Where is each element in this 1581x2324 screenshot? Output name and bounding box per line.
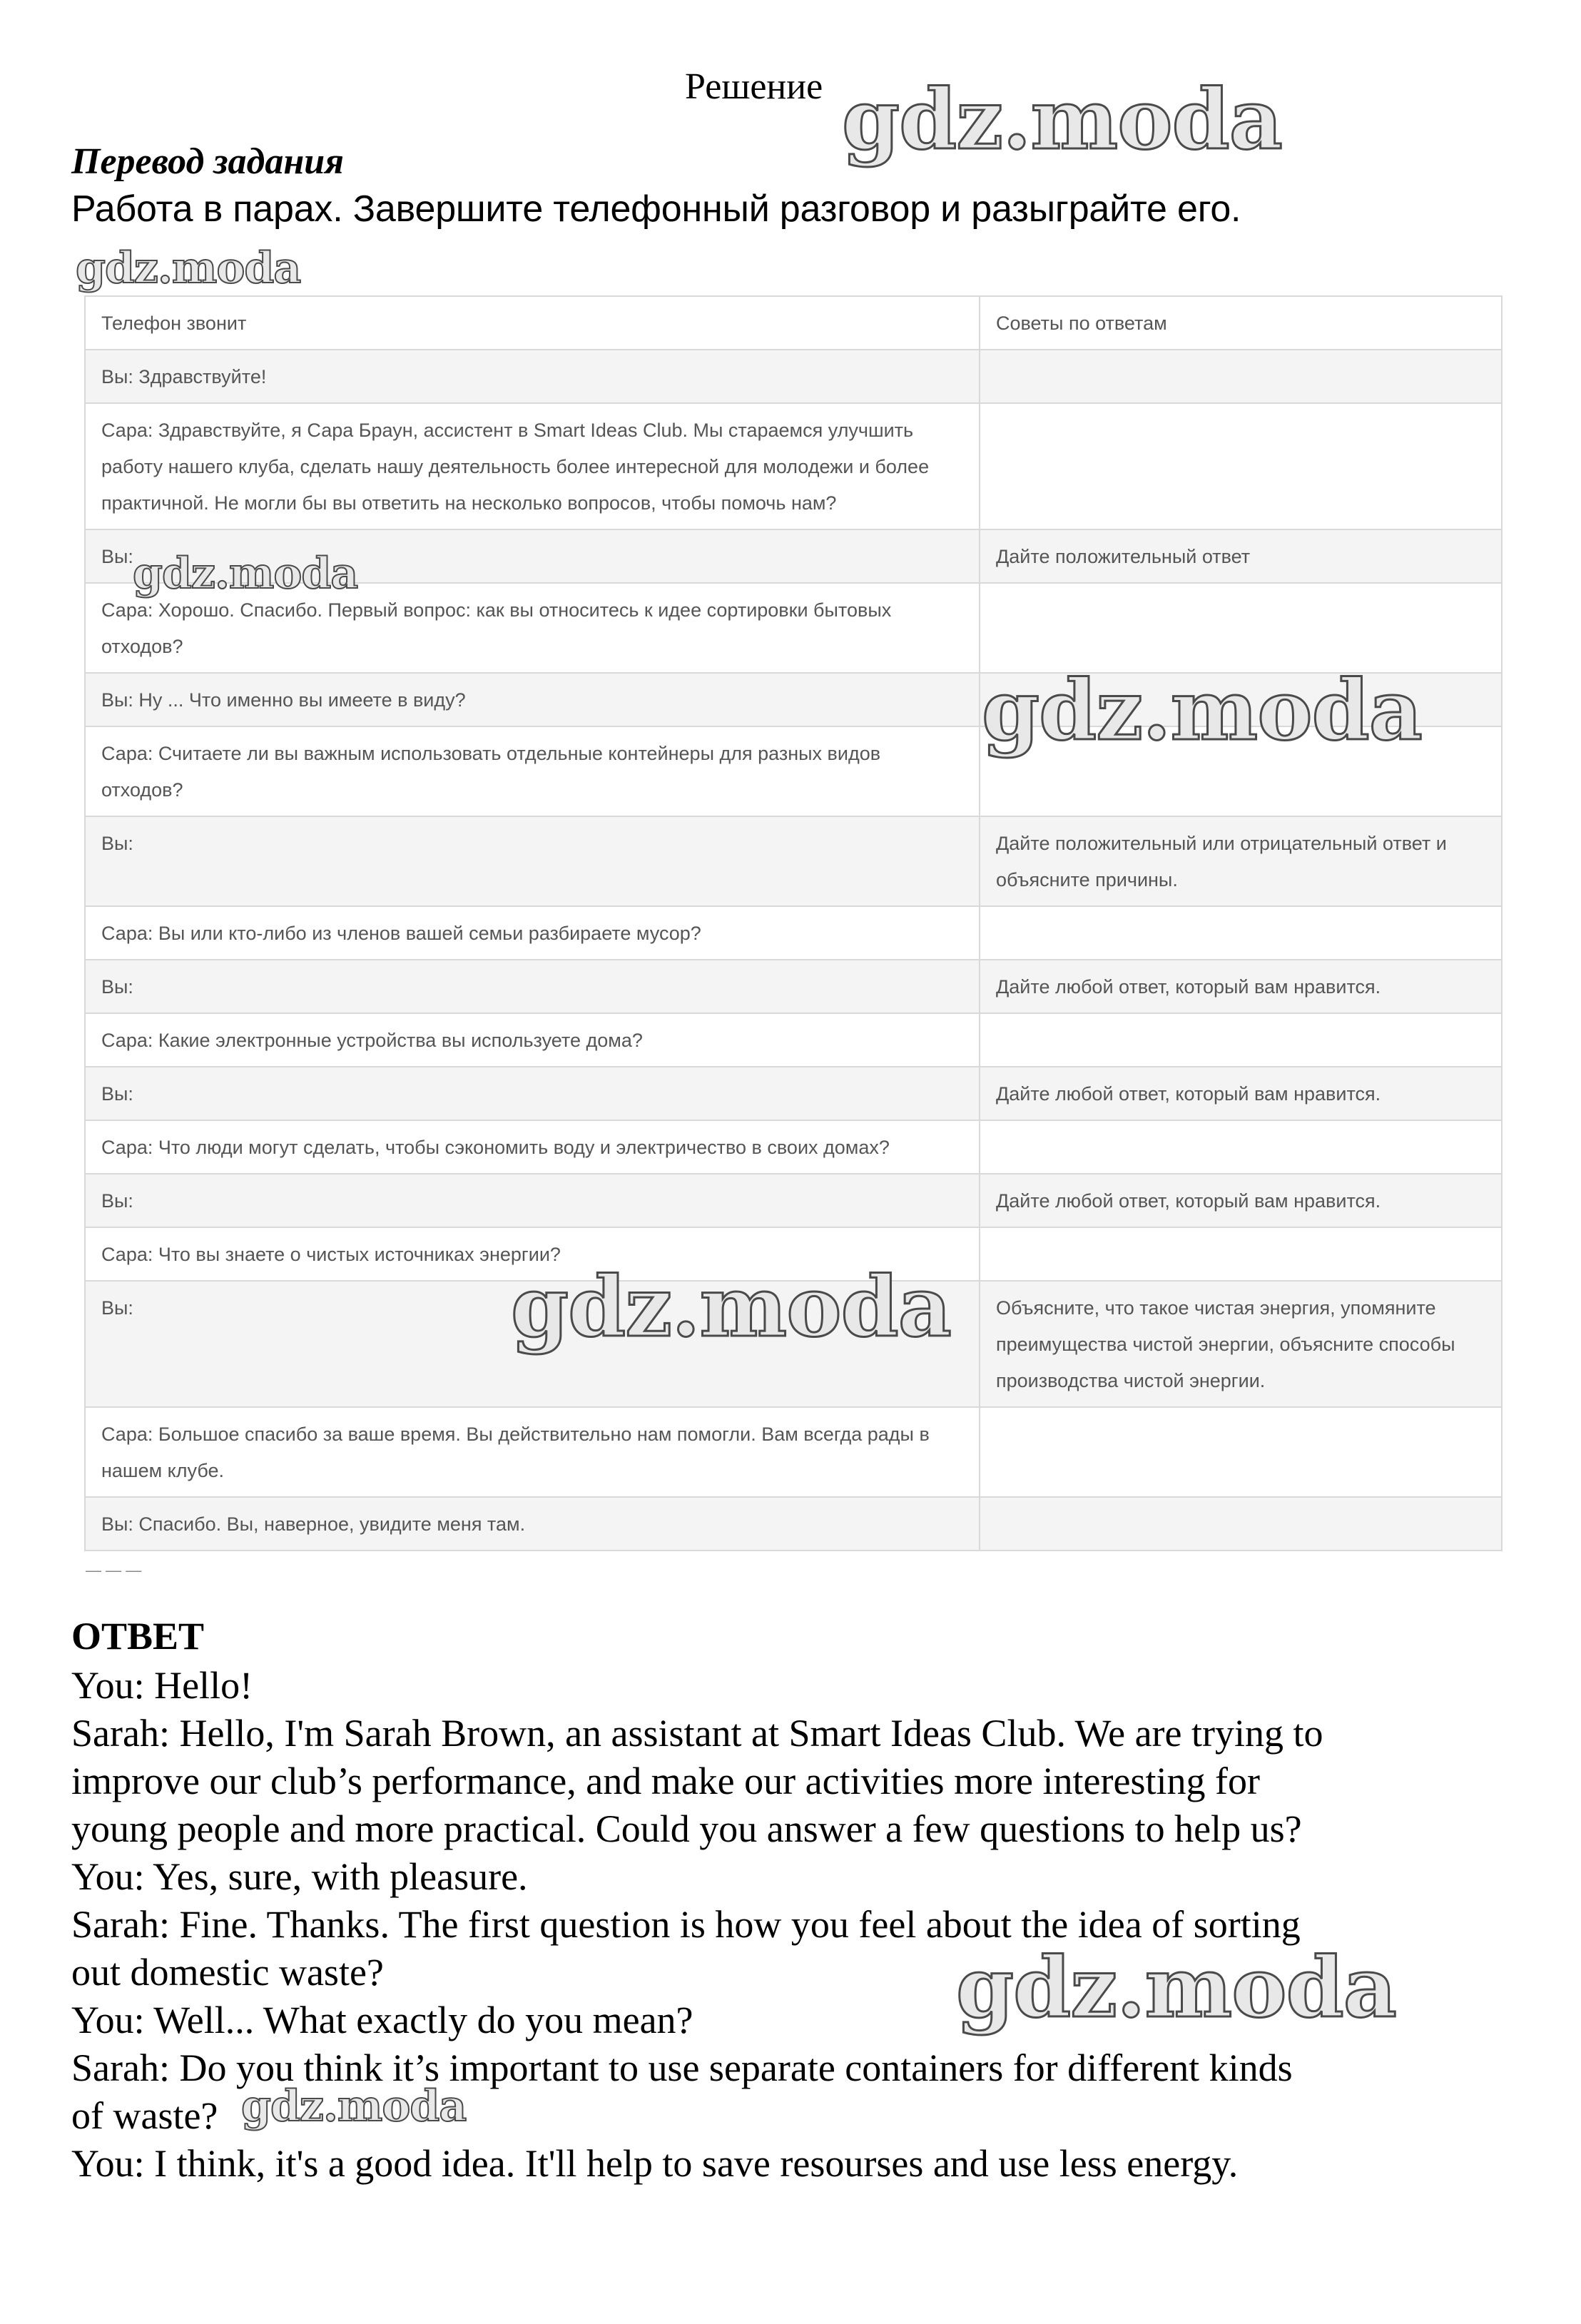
answer-tip-cell [980,350,1502,403]
table-row [85,1013,1502,1067]
answer-tip-cell: Дайте любой ответ, который вам нравится. [980,1174,1502,1227]
answer-tip-cell [980,906,1502,960]
answer-heading: ОТВЕТ [71,1615,205,1658]
dialog-line-cell: Сара: Вы или кто-либо из членов вашей семьи разбираете мусор? [85,906,980,960]
watermark: gdz.moda [982,662,1422,759]
answer-tip-cell: Дайте любой ответ, который вам нравится. [980,1067,1502,1120]
answer-line: improve our club’s performance, and make our activities more interesting for [71,1760,1260,1802]
answer-tip-cell: Дайте положительный ответ [980,529,1502,583]
table-row [85,1497,1502,1551]
table-row [85,1174,1502,1227]
answer-line: You: Yes, sure, with pleasure. [71,1855,528,1898]
answer-tip-cell [980,403,1502,529]
dialog-line-cell: Вы: Здравствуйте! [85,350,980,403]
dialog-line-cell: Вы: [85,960,980,1013]
answer-tip-cell [980,1120,1502,1174]
table-row [85,906,1502,960]
answer-tip-cell: Объясните, что такое чистая энергия, упомяните преимущества чистой энергии, объясните способы производства чистой энергии. [980,1281,1502,1407]
dialog-line-cell: Сара: Считаете ли вы важным использовать отдельные контейнеры для разных видов отходов? [85,726,980,816]
table-row [85,960,1502,1013]
answer-line: young people and more practical. Could you answer a few questions to help us? [71,1807,1302,1850]
table-row [85,1067,1502,1120]
answer-tip-cell: Дайте положительный или отрицательный ответ и объясните причины. [980,816,1502,906]
dialog-table [84,295,1503,1551]
answer-tip-cell: Дайте любой ответ, который вам нравится. [980,960,1502,1013]
dialog-line-cell: Вы: Спасибо. Вы, наверное, увидите меня там. [85,1497,980,1551]
table-row [85,1407,1502,1497]
dialog-line-cell: Вы: [85,816,980,906]
task-heading: Перевод задания [71,141,344,182]
answer-line: out domestic waste? [71,1951,384,1994]
table-header-row [85,296,1502,350]
dialog-line-cell: Вы: [85,1067,980,1120]
answer-line: You: Hello! [71,1664,253,1707]
table-header-cell: Советы по ответам [980,296,1502,350]
page-title: Решение [685,66,823,107]
watermark: gdz.moda [241,2081,467,2131]
dialog-line-cell: Сара: Что вы знаете о чистых источниках энергии? [85,1227,980,1281]
answer-line: of waste? [71,2094,218,2137]
watermark: gdz.moda [842,71,1282,168]
answer-tip-cell [980,1227,1502,1281]
table-row [85,816,1502,906]
dialog-line-cell: Вы: Ну ... Что именно вы имеете в виду? [85,673,980,726]
watermark: gdz.moda [511,1259,951,1356]
dialog-line-cell: Сара: Какие электронные устройства вы используете дома? [85,1013,980,1067]
task-text: Работа в парах. Завершите телефонный разговор и разыграйте его. [71,188,1241,230]
answer-tip-cell [980,583,1502,673]
answer-line: Sarah: Hello, I'm Sarah Brown, an assistant at Smart Ideas Club. We are trying to [71,1712,1323,1755]
answer-line: Sarah: Fine. Thanks. The first question is how you feel about the idea of sorting [71,1903,1301,1946]
dialog-line-cell: Сара: Здравствуйте, я Сара Браун, ассистент в Smart Ideas Club. Мы стараемся улучшить работу нашего клуба, сделать нашу деятельность более интересной для молодежи и более практичной. Не могли бы вы ответить на несколько вопросов, чтобы помочь нам? [85,403,980,529]
divider: — — — [86,1561,142,1579]
table-row [85,1120,1502,1174]
answer-line: You: Well... What exactly do you mean? [71,1999,693,2041]
answer-tip-cell [980,1013,1502,1067]
table-row [85,350,1502,403]
dialog-line-cell: Вы: [85,1174,980,1227]
watermark: gdz.moda [956,1939,1396,2036]
answer-tip-cell [980,1407,1502,1497]
dialog-line-cell: Сара: Что люди могут сделать, чтобы сэкономить воду и электричество в своих домах? [85,1120,980,1174]
dialog-line-cell: Вы: [85,1281,980,1407]
dialog-line-cell: Сара: Большое спасибо за ваше время. Вы действительно нам помогли. Вам всегда рады в нашем клубе. [85,1407,980,1497]
watermark: gdz.moda [133,549,358,599]
answer-line: You: I think, it's a good idea. It'll help to save resourses and use less energy. [71,2142,1239,2185]
answer-line: Sarah: Do you think it’s important to use separate containers for different kinds [71,2046,1293,2089]
dialog-line-cell: Вы: [85,529,980,583]
dialog-line-cell: Сара: Хорошо. Спасибо. Первый вопрос: как вы относитесь к идее сортировки бытовых отходов? [85,583,980,673]
watermark: gdz.moda [76,243,301,293]
table-row [85,403,1502,529]
table-header-cell: Телефон звонит [85,296,980,350]
answer-tip-cell [980,1497,1502,1551]
